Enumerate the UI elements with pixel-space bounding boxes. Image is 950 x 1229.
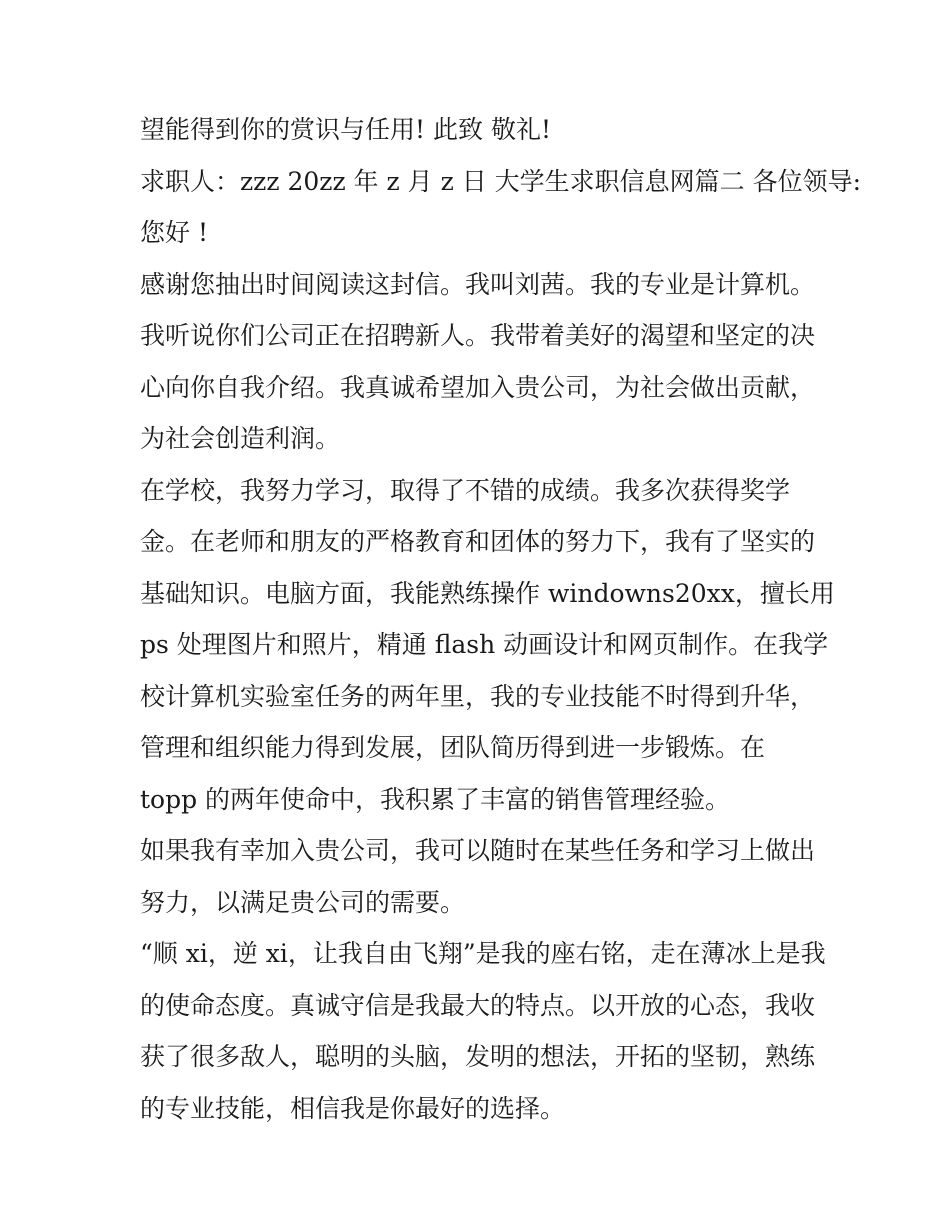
text-line: 努力，以满足贵公司的需要。 (140, 887, 466, 917)
text-line: 望能得到你的赏识与任用! 此致 敬礼! (140, 115, 551, 144)
text-line: 心向你自我介绍。我真诚希望加入贵公司，为社会做出贡献， (140, 372, 816, 402)
text-line: 在学校，我努力学习，取得了不错的成绩。我多次获得奖学 (140, 475, 791, 505)
text-line: “顺 xi，逆 xi，让我自由飞翔”是我的座右铭，走在薄冰上是我 (140, 939, 826, 968)
text-line: 为社会创造利润。 (140, 424, 341, 453)
text-line: 感谢您抽出时间阅读这封信。我叫刘茜。我的专业是计算机。 (140, 269, 816, 299)
text-line: 的专业技能，相信我是你最好的选择。 (140, 1093, 566, 1123)
text-line: 求职人：zzz 20zz 年 z 月 z 日 大学生求职信息网篇二 各位领导: (140, 166, 862, 196)
text-line: 获了很多敌人，聪明的头脑，发明的想法，开拓的坚韧，熟练 (140, 1042, 816, 1071)
document-body (140, 104, 862, 1134)
text-line: topp 的两年使命中，我积累了丰富的销售管理经验。 (140, 784, 731, 814)
text-line: ps 处理图片和照片，精通 flash 动画设计和网页制作。在我学 (140, 630, 829, 659)
text-line: 的使命态度。真诚守信是我最大的特点。以开放的心态，我收 (140, 990, 816, 1020)
text-line: 我听说你们公司正在招聘新人。我带着美好的渴望和坚定的决 (140, 321, 816, 350)
text-line: 您好 ! (140, 218, 208, 247)
text-line: 校计算机实验室任务的两年里，我的专业技能不时得到升华， (140, 681, 816, 711)
text-line: 管理和组织能力得到发展，团队简历得到进一步锻炼。在 (140, 733, 766, 762)
text-line: 如果我有幸加入贵公司，我可以随时在某些任务和学习上做出 (140, 836, 816, 865)
text-line: 金。在老师和朋友的严格教育和团体的努力下，我有了坚实的 (140, 527, 816, 556)
text-line: 基础知识。电脑方面，我能熟练操作 windowns20xx，擅长用 (140, 578, 835, 608)
